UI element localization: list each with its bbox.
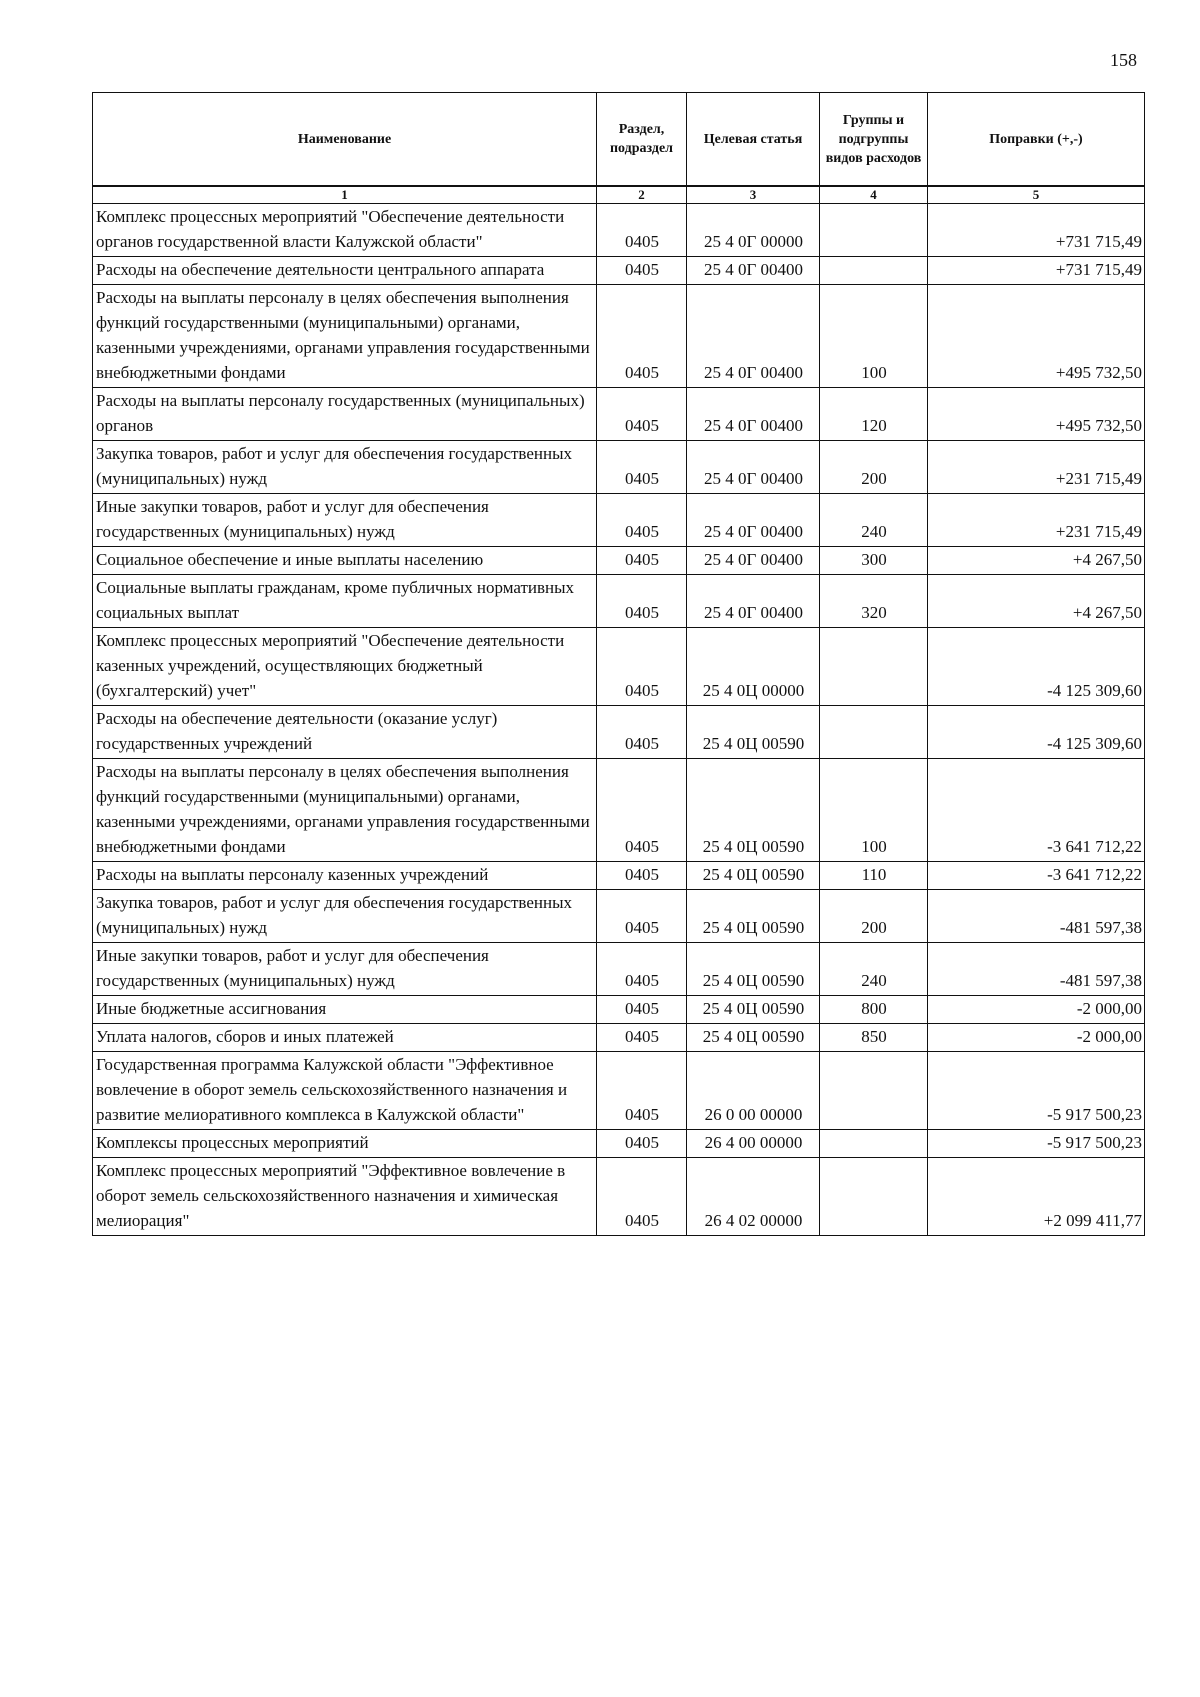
row-amount-cell: +731 715,49: [928, 204, 1145, 257]
row-amount-cell: -3 641 712,22: [928, 862, 1145, 890]
row-name-cell: Иные закупки товаров, работ и услуг для обеспечения государственных (муниципальных) нужд: [93, 943, 597, 996]
table-row: [93, 890, 1145, 943]
table-row: [93, 494, 1145, 547]
table-body: [93, 204, 1145, 1236]
row-group-cell: 120: [820, 388, 928, 441]
row-article-cell: 25 4 0Ц 00590: [687, 706, 820, 759]
row-article-cell: 25 4 0Г 00400: [687, 441, 820, 494]
row-group-cell: 100: [820, 759, 928, 862]
row-article-cell: 25 4 0Г 00400: [687, 547, 820, 575]
row-article-cell: 25 4 0Г 00400: [687, 285, 820, 388]
row-group-cell: [820, 1130, 928, 1158]
row-article-cell: 26 0 00 00000: [687, 1052, 820, 1130]
row-name-cell: Комплекс процессных мероприятий "Обеспечение деятельности казенных учреждений, осуществляющих бюджетный (бухгалтерский) учет": [93, 628, 597, 706]
table-header-row: [93, 93, 1145, 187]
column-number: 4: [820, 186, 928, 204]
table-row: [93, 759, 1145, 862]
row-name-cell: Уплата налогов, сборов и иных платежей: [93, 1024, 597, 1052]
row-article-cell: 25 4 0Г 00400: [687, 257, 820, 285]
row-article-cell: 25 4 0Г 00000: [687, 204, 820, 257]
table-row: [93, 285, 1145, 388]
row-section-cell: 0405: [597, 441, 687, 494]
row-group-cell: [820, 706, 928, 759]
row-section-cell: 0405: [597, 1024, 687, 1052]
table-row: [93, 575, 1145, 628]
row-name-cell: Комплексы процессных мероприятий: [93, 1130, 597, 1158]
row-group-cell: [820, 204, 928, 257]
row-section-cell: 0405: [597, 943, 687, 996]
header-group: Группы и подгруппы видов расходов: [820, 93, 928, 187]
row-section-cell: 0405: [597, 204, 687, 257]
table-row: [93, 1130, 1145, 1158]
row-amount-cell: -481 597,38: [928, 943, 1145, 996]
row-amount-cell: -3 641 712,22: [928, 759, 1145, 862]
row-amount-cell: +495 732,50: [928, 388, 1145, 441]
row-article-cell: 25 4 0Ц 00590: [687, 996, 820, 1024]
row-name-cell: Иные бюджетные ассигнования: [93, 996, 597, 1024]
row-amount-cell: -5 917 500,23: [928, 1052, 1145, 1130]
budget-amendments-table: [92, 92, 1145, 1236]
row-article-cell: 25 4 0Г 00400: [687, 575, 820, 628]
header-name: Наименование: [93, 93, 597, 187]
row-amount-cell: -2 000,00: [928, 996, 1145, 1024]
column-number: 5: [928, 186, 1145, 204]
column-number: 2: [597, 186, 687, 204]
row-amount-cell: +4 267,50: [928, 547, 1145, 575]
row-section-cell: 0405: [597, 388, 687, 441]
table-row: [93, 204, 1145, 257]
row-article-cell: 25 4 0Ц 00590: [687, 943, 820, 996]
row-amount-cell: -4 125 309,60: [928, 706, 1145, 759]
row-group-cell: 320: [820, 575, 928, 628]
row-section-cell: 0405: [597, 1158, 687, 1236]
row-group-cell: 200: [820, 441, 928, 494]
header-amount: Поправки (+,-): [928, 93, 1145, 187]
row-section-cell: 0405: [597, 547, 687, 575]
row-section-cell: 0405: [597, 575, 687, 628]
row-name-cell: Социальные выплаты гражданам, кроме публичных нормативных социальных выплат: [93, 575, 597, 628]
page-number: 158: [1110, 50, 1137, 70]
header-article: Целевая статья: [687, 93, 820, 187]
table-row: [93, 706, 1145, 759]
row-amount-cell: +2 099 411,77: [928, 1158, 1145, 1236]
row-name-cell: Государственная программа Калужской области "Эффективное вовлечение в оборот земель сельскохозяйственного назначения и развитие мелиоративного комплекса в Калужской области": [93, 1052, 597, 1130]
row-group-cell: [820, 257, 928, 285]
row-name-cell: Расходы на выплаты персоналу в целях обеспечения выполнения функций государственными (муниципальными) органами, казенными учреждениями, органами управления государственными внебюджетными фондами: [93, 285, 597, 388]
row-article-cell: 25 4 0Ц 00590: [687, 759, 820, 862]
row-name-cell: Иные закупки товаров, работ и услуг для обеспечения государственных (муниципальных) нужд: [93, 494, 597, 547]
column-number: 3: [687, 186, 820, 204]
row-group-cell: 200: [820, 890, 928, 943]
row-group-cell: 240: [820, 494, 928, 547]
row-group-cell: [820, 628, 928, 706]
row-section-cell: 0405: [597, 862, 687, 890]
row-article-cell: 25 4 0Г 00400: [687, 494, 820, 547]
row-amount-cell: +231 715,49: [928, 494, 1145, 547]
row-group-cell: 100: [820, 285, 928, 388]
table-row: [93, 1024, 1145, 1052]
row-name-cell: Расходы на выплаты персоналу государственных (муниципальных) органов: [93, 388, 597, 441]
row-amount-cell: -481 597,38: [928, 890, 1145, 943]
row-group-cell: 110: [820, 862, 928, 890]
row-article-cell: 26 4 02 00000: [687, 1158, 820, 1236]
row-name-cell: Расходы на обеспечение деятельности центрального аппарата: [93, 257, 597, 285]
row-section-cell: 0405: [597, 1130, 687, 1158]
row-name-cell: Комплекс процессных мероприятий "Эффективное вовлечение в оборот земель сельскохозяйственного назначения и химическая мелиорация": [93, 1158, 597, 1236]
row-article-cell: 25 4 0Ц 00590: [687, 1024, 820, 1052]
table-row: [93, 1158, 1145, 1236]
row-section-cell: 0405: [597, 1052, 687, 1130]
row-name-cell: Расходы на обеспечение деятельности (оказание услуг) государственных учреждений: [93, 706, 597, 759]
row-group-cell: [820, 1052, 928, 1130]
column-number-row: [93, 186, 1145, 204]
row-article-cell: 25 4 0Ц 00000: [687, 628, 820, 706]
row-amount-cell: +495 732,50: [928, 285, 1145, 388]
row-amount-cell: -5 917 500,23: [928, 1130, 1145, 1158]
row-amount-cell: +4 267,50: [928, 575, 1145, 628]
row-article-cell: 25 4 0Г 00400: [687, 388, 820, 441]
table-row: [93, 388, 1145, 441]
row-name-cell: Комплекс процессных мероприятий "Обеспечение деятельности органов государственной власти Калужской области": [93, 204, 597, 257]
table-row: [93, 628, 1145, 706]
table-row: [93, 1052, 1145, 1130]
row-section-cell: 0405: [597, 628, 687, 706]
row-section-cell: 0405: [597, 257, 687, 285]
row-name-cell: Социальное обеспечение и иные выплаты населению: [93, 547, 597, 575]
row-amount-cell: -2 000,00: [928, 1024, 1145, 1052]
column-number: 1: [93, 186, 597, 204]
table-row: [93, 862, 1145, 890]
row-name-cell: Расходы на выплаты персоналу в целях обеспечения выполнения функций государственными (муниципальными) органами, казенными учреждениями, органами управления государственными внебюджетными фондами: [93, 759, 597, 862]
table-row: [93, 996, 1145, 1024]
row-section-cell: 0405: [597, 996, 687, 1024]
row-amount-cell: +231 715,49: [928, 441, 1145, 494]
row-section-cell: 0405: [597, 890, 687, 943]
row-group-cell: 240: [820, 943, 928, 996]
row-name-cell: Закупка товаров, работ и услуг для обеспечения государственных (муниципальных) нужд: [93, 441, 597, 494]
row-name-cell: Расходы на выплаты персоналу казенных учреждений: [93, 862, 597, 890]
row-group-cell: [820, 1158, 928, 1236]
row-section-cell: 0405: [597, 285, 687, 388]
row-section-cell: 0405: [597, 759, 687, 862]
row-amount-cell: +731 715,49: [928, 257, 1145, 285]
table-row: [93, 943, 1145, 996]
table-row: [93, 441, 1145, 494]
row-article-cell: 25 4 0Ц 00590: [687, 862, 820, 890]
table-row: [93, 547, 1145, 575]
row-group-cell: 800: [820, 996, 928, 1024]
table-row: [93, 257, 1145, 285]
row-section-cell: 0405: [597, 494, 687, 547]
row-group-cell: 850: [820, 1024, 928, 1052]
row-section-cell: 0405: [597, 706, 687, 759]
row-group-cell: 300: [820, 547, 928, 575]
row-article-cell: 26 4 00 00000: [687, 1130, 820, 1158]
row-article-cell: 25 4 0Ц 00590: [687, 890, 820, 943]
row-name-cell: Закупка товаров, работ и услуг для обеспечения государственных (муниципальных) нужд: [93, 890, 597, 943]
header-section: Раздел, подраздел: [597, 93, 687, 187]
row-amount-cell: -4 125 309,60: [928, 628, 1145, 706]
